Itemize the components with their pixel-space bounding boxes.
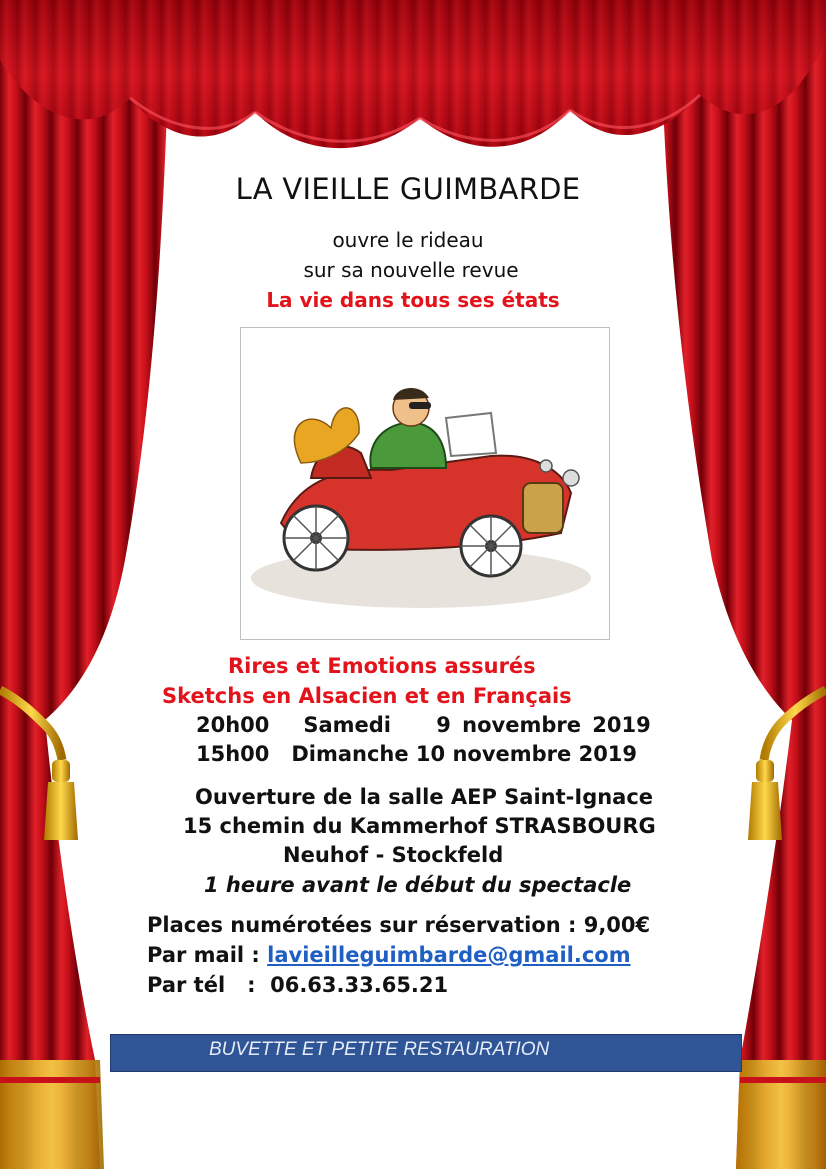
- subtitle-line-2: sur sa nouvelle revue: [303, 258, 519, 282]
- venue-line-1: Ouverture de la salle AEP Saint-Ignace: [195, 785, 654, 809]
- show-date-1: 20h00 Samedi 9 novembre 2019: [196, 713, 651, 737]
- venue-line-4: 1 heure avant le début du spectacle: [204, 873, 632, 897]
- phone-line: Par tél : 06.63.33.65.21: [147, 973, 449, 997]
- venue-line-3: Neuhof - Stockfeld: [283, 843, 504, 867]
- subtitle-line-1: ouvre le rideau: [332, 228, 484, 252]
- mail-label: Par mail :: [147, 943, 268, 967]
- show-date-2: 15h00 Dimanche 10 novembre 2019: [196, 742, 638, 766]
- car-illustration: [240, 327, 610, 640]
- languages-line: Sketchs en Alsacien et en Français: [162, 684, 572, 708]
- right-tassel: [748, 760, 782, 840]
- mail-line: [147, 943, 631, 967]
- mail-link[interactable]: lavieilleguimbarde@gmail.com: [267, 943, 631, 967]
- revue-name: La vie dans tous ses états: [266, 288, 560, 312]
- refreshments-banner: [110, 1034, 742, 1072]
- banner-text: BUVETTE ET PETITE RESTAURATION: [209, 1039, 550, 1060]
- tagline: Rires et Emotions assurés: [228, 654, 536, 678]
- venue-line-2: 15 chemin du Kammerhof STRASBOURG: [183, 814, 656, 838]
- vintage-car-driver-illustration-icon: [241, 328, 609, 639]
- poster-title: LA VIEILLE GUIMBARDE: [235, 172, 581, 206]
- price-line: Places numérotées sur réservation : 9,00€: [147, 913, 651, 937]
